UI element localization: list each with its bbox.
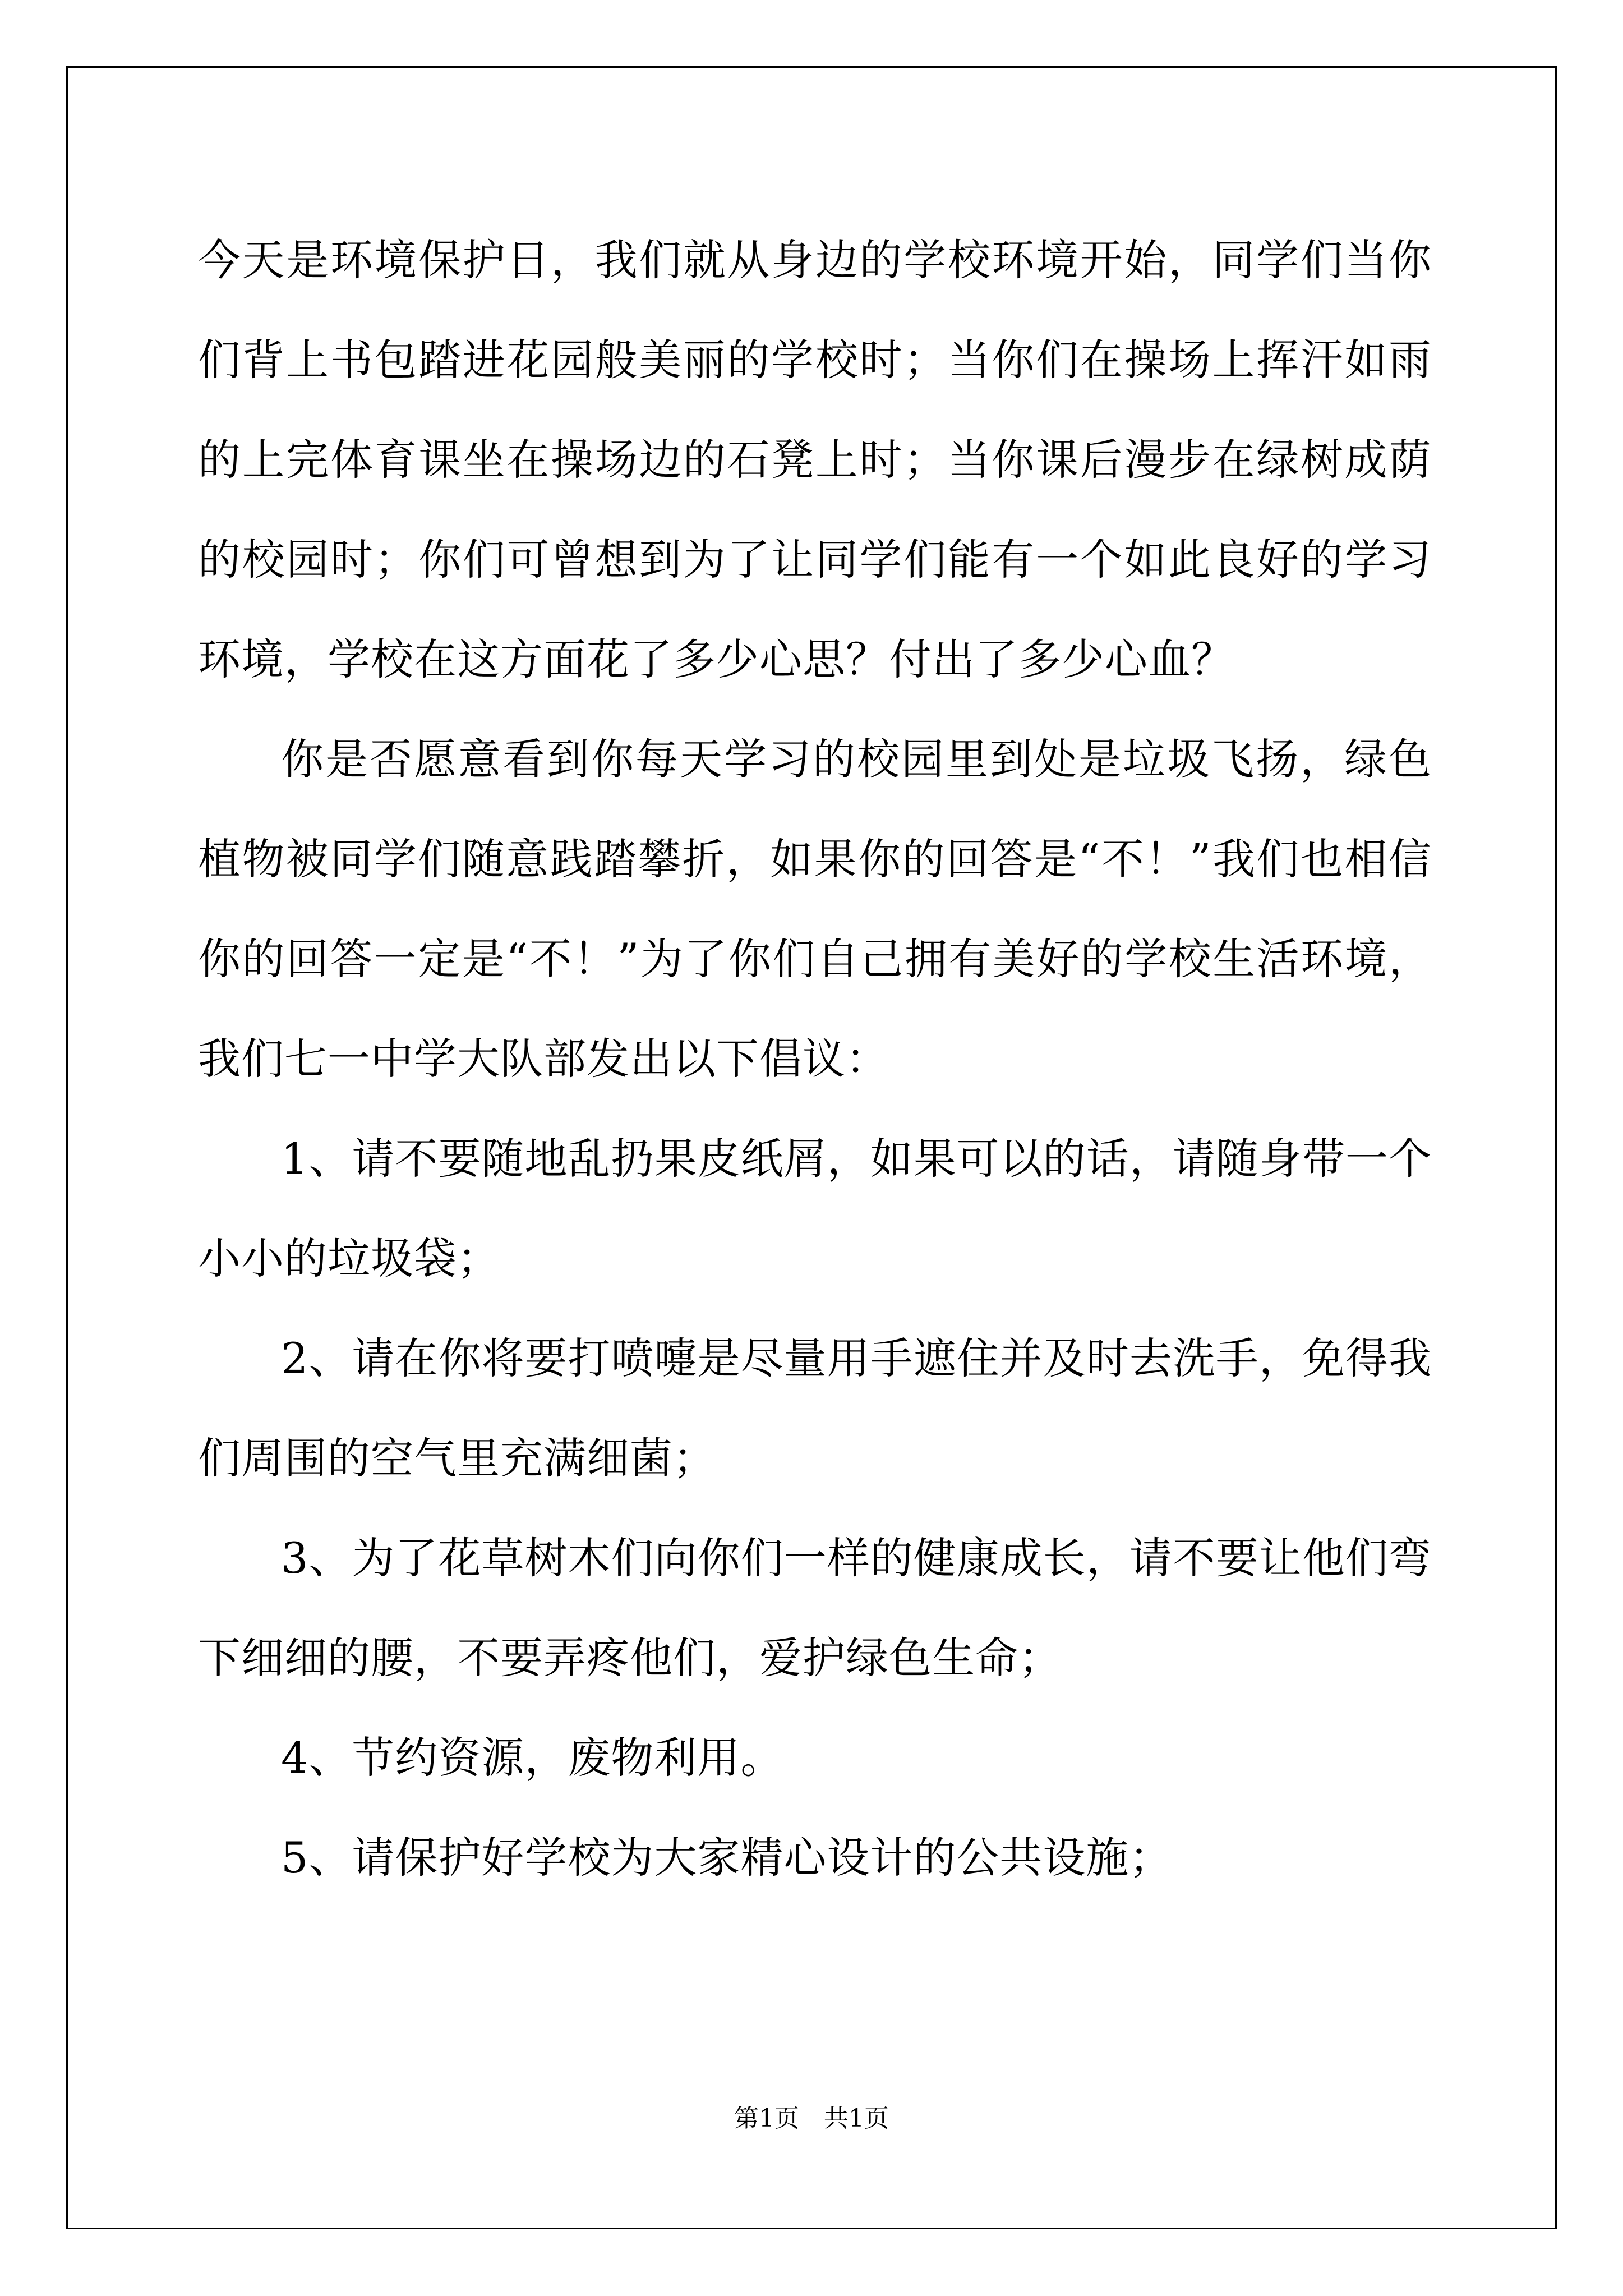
paragraph-intro: 今天是环境保护日，我们就从身边的学校环境开始，同学们当你们背上书包踏进花园般美丽的学校时；当你们在操场上挥汗如雨的上完体育课坐在操场边的石凳上时；当你课后漫步在绿树成荫的校园时；你们可曾想到为了让同学们能有一个如此良好的学习环境，学校在这方面花了多少心思？付出了多少心血？ [198,235,1432,684]
proposal-item-1: 1、请不要随地乱扔果皮纸屑，如果可以的话，请随身带一个小小的垃圾袋； [198,1134,1432,1283]
document-body [198,210,1432,1908]
paragraph-question: 你是否愿意看到你每天学习的校园里到处是垃圾飞扬，绿色植物被同学们随意践踏攀折，如果你的回答是“不！”我们也相信你的回答一定是“不！”为了你们自己拥有美好的学校生活环境，我们七一中学大队部发出以下倡议： [198,734,1432,1084]
proposal-item-5: 5、请保护好学校为大家精心设计的公共设施； [281,1833,1173,1883]
proposal-item-4: 4、节约资源，废物利用。 [281,1733,784,1783]
proposal-item-3: 3、为了花草树木们向你们一样的健康成长，请不要让他们弯下细细的腰，不要弄疼他们，爱护绿色生命； [198,1533,1432,1683]
page-number-footer: 第1页 共1页 [734,2104,889,2133]
proposal-item-2: 2、请在你将要打喷嚏是尽量用手遮住并及时去洗手，免得我们周围的空气里充满细菌； [198,1333,1432,1483]
